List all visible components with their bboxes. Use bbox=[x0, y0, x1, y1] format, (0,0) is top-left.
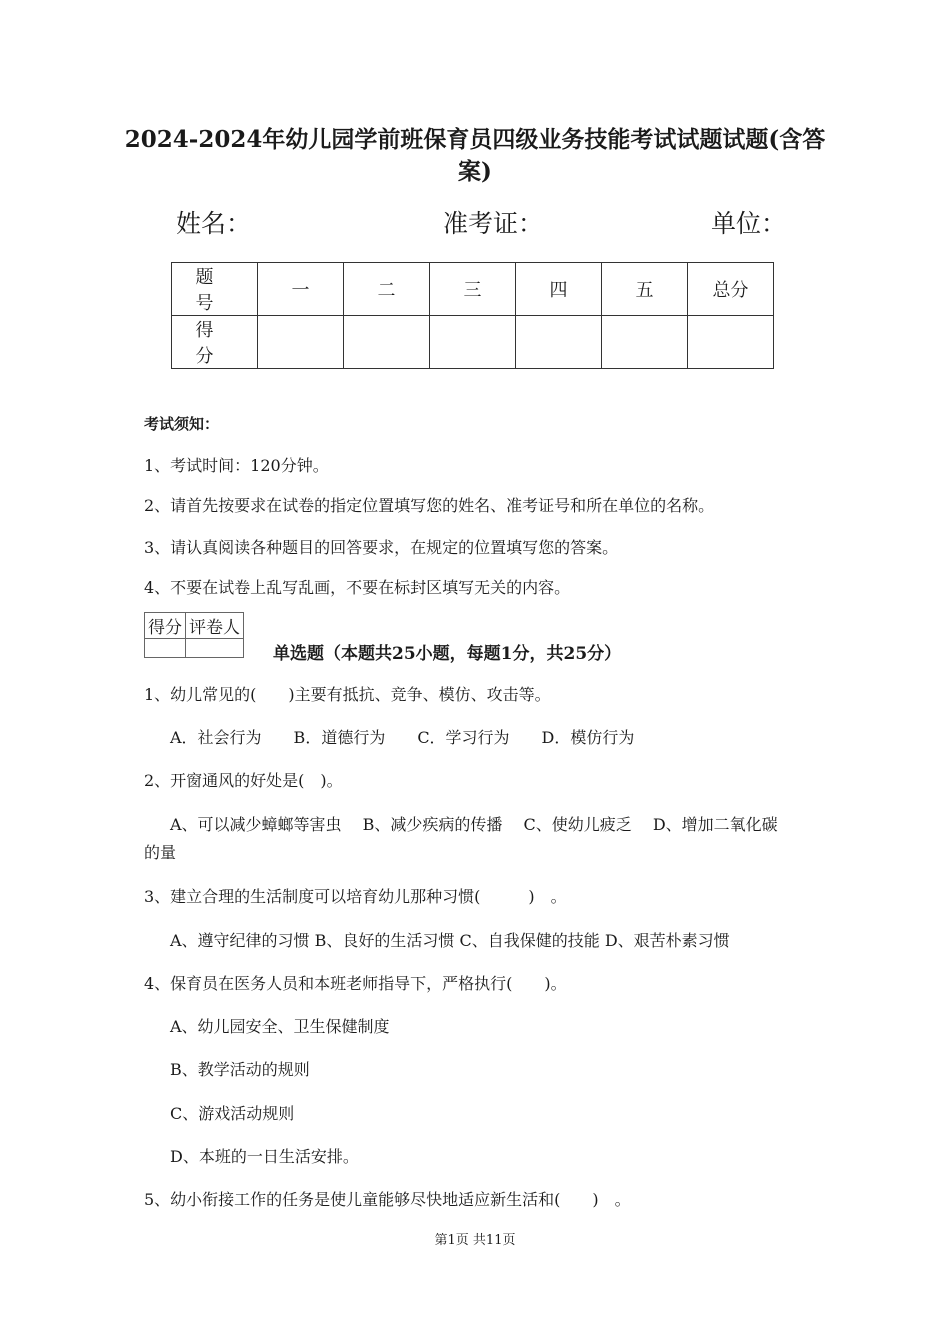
grader-box-grader-label: 评卷人 bbox=[186, 613, 244, 639]
question-4-option-c: C、游戏活动规则 bbox=[170, 1104, 295, 1123]
exam-number-field-label: 准考证： bbox=[443, 209, 544, 238]
section-title: 单选题（本题共25小题，每题1分，共25分） bbox=[273, 644, 622, 664]
score-table bbox=[171, 262, 774, 369]
notice-item-2: 2、请首先按要求在试卷的指定位置填写您的姓名、准考证号和所在单位的名称。 bbox=[144, 496, 715, 515]
grader-box-score-label: 得分 bbox=[145, 613, 186, 639]
question-4: 4、保育员在医务人员和本班老师指导下，严格执行( )。 bbox=[144, 974, 567, 993]
exam-title-line-1: 2024-2024年幼儿园学前班保育员四级业务技能考试试题试题(含答 bbox=[124, 126, 826, 153]
page-footer: 第1页 共11页 bbox=[434, 1233, 516, 1248]
score-cell-2 bbox=[344, 316, 430, 369]
question-1: 1、幼儿常见的( )主要有抵抗、竞争、模仿、攻击等。 bbox=[144, 685, 551, 704]
name-field-label: 姓名： bbox=[176, 209, 252, 238]
notice-item-4: 4、不要在试卷上乱写乱画，不要在标封区填写无关的内容。 bbox=[144, 578, 571, 597]
score-table-row-label-question: 题 号 bbox=[172, 263, 258, 316]
score-table-col-total: 总分 bbox=[688, 263, 774, 316]
score-cell-4 bbox=[516, 316, 602, 369]
notice-item-1: 1、考试时间：120分钟。 bbox=[144, 456, 329, 475]
question-4-option-d: D、本班的一日生活安排。 bbox=[170, 1147, 359, 1166]
exam-title-line-2: 案) bbox=[458, 158, 492, 185]
question-2-options-line-2: 的量 bbox=[144, 843, 177, 862]
score-table-col-1: 一 bbox=[258, 263, 344, 316]
score-cell-5 bbox=[602, 316, 688, 369]
score-cell-total bbox=[688, 316, 774, 369]
question-3-options: A、遵守纪律的习惯 B、良好的生活习惯 C、自我保健的技能 D、艰苦朴素习惯 bbox=[170, 931, 730, 950]
question-5: 5、幼小衔接工作的任务是使儿童能够尽快地适应新生活和( ) 。 bbox=[144, 1190, 631, 1209]
score-table-col-2: 二 bbox=[344, 263, 430, 316]
score-table-col-3: 三 bbox=[430, 263, 516, 316]
grader-box-grader-cell bbox=[186, 639, 244, 658]
question-1-options: A．社会行为 B．道德行为 C．学习行为 D．模仿行为 bbox=[170, 728, 635, 747]
score-cell-3 bbox=[430, 316, 516, 369]
score-table-row-label-score: 得 分 bbox=[172, 316, 258, 369]
notice-heading: 考试须知： bbox=[144, 415, 220, 433]
question-2: 2、开窗通风的好处是( )。 bbox=[144, 771, 343, 790]
question-2-options-line-1: A、可以减少蟑螂等害虫 B、减少疾病的传播 C、使幼儿疲乏 D、增加二氧化碳 bbox=[170, 815, 778, 834]
notice-item-3: 3、请认真阅读各种题目的回答要求，在规定的位置填写您的答案。 bbox=[144, 538, 619, 557]
unit-field-label: 单位： bbox=[711, 209, 787, 238]
score-cell-1 bbox=[258, 316, 344, 369]
question-3: 3、建立合理的生活制度可以培育幼儿那种习惯( ) 。 bbox=[144, 887, 567, 906]
score-table-col-5: 五 bbox=[602, 263, 688, 316]
score-table-col-4: 四 bbox=[516, 263, 602, 316]
grader-box bbox=[144, 612, 244, 658]
grader-box-score-cell bbox=[145, 639, 186, 658]
question-4-option-a: A、幼儿园安全、卫生保健制度 bbox=[170, 1017, 390, 1036]
question-4-option-b: B、教学活动的规则 bbox=[170, 1060, 310, 1079]
